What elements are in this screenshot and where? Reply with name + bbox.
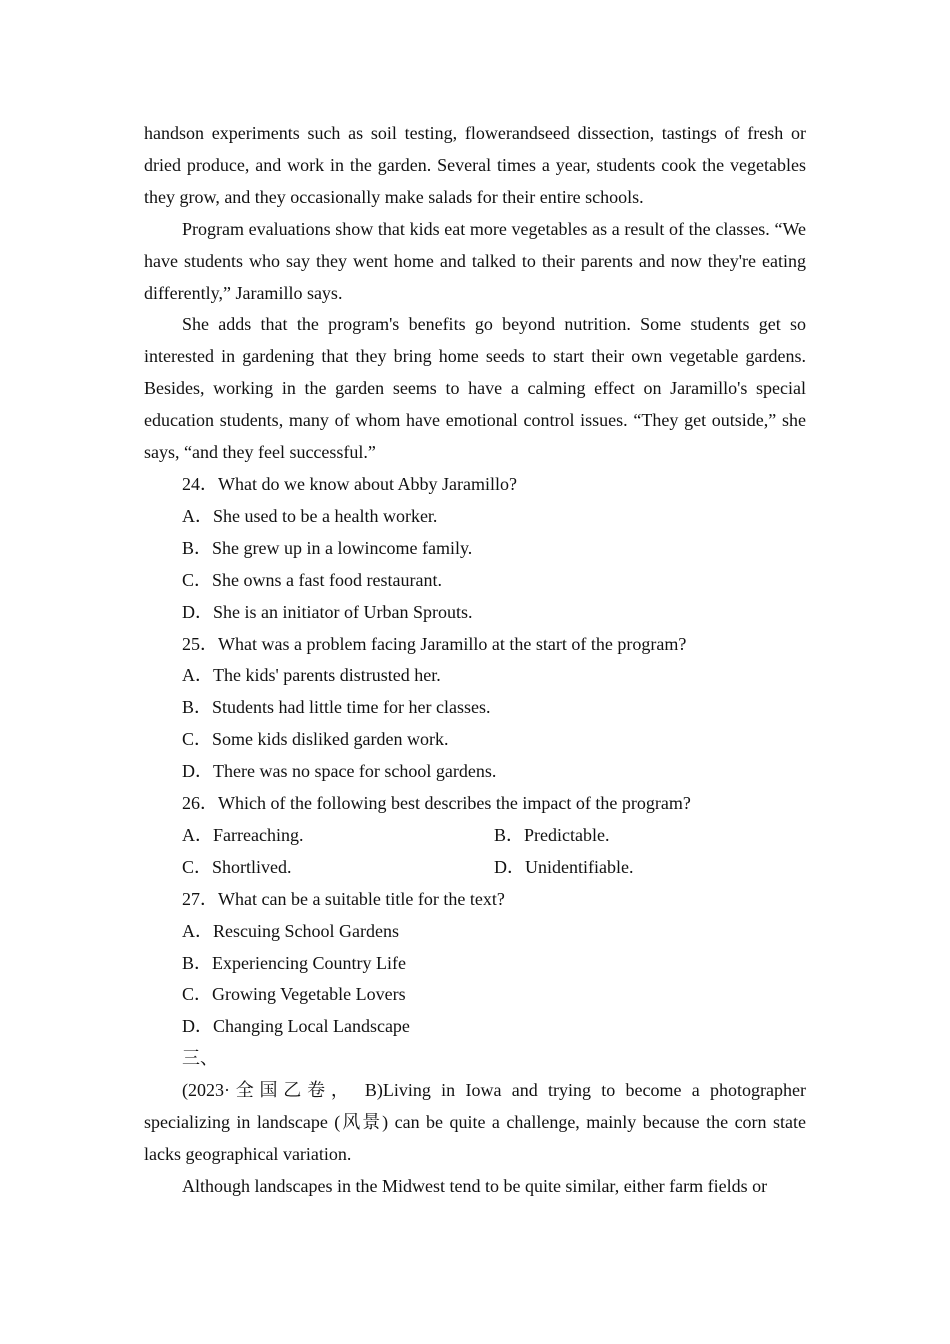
passage-b-text: B)Living in Iowa and trying to become a photographer specializing in landscape (风景) can be quite a challenge, mainly because the corn state lacks geographical variation. [144, 1080, 806, 1164]
question-26-option-d: D．Unidentifiable. [494, 856, 634, 877]
question-25-stem: 25．What was a problem facing Jaramillo at the start of the program? [182, 633, 687, 654]
question-27-option-d: D．Changing Local Landscape [182, 1016, 410, 1037]
question-27-option-b: B．Experiencing Country Life [182, 952, 406, 973]
question-24-option-c: C．She owns a fast food restaurant. [182, 569, 442, 590]
section-heading: 三、 [182, 1048, 218, 1069]
question-26-options-row-1 [144, 820, 806, 852]
passage-paragraph: She adds that the program's benefits go beyond nutrition. Some students get so interested in gardening that they bring home seeds to start their own vegetable gardens. Besides, working in the garden seems to have a calming effect on Jaramillo's special education students, many of whom have emotional control issues. “They get outside,” she says, “and they feel successful.” [144, 314, 806, 463]
question-26-options-row-2 [144, 852, 806, 884]
question-27-option-c: C．Growing Vegetable Lovers [182, 984, 406, 1005]
passage-b-paragraph: Although landscapes in the Midwest tend to be quite similar, either farm fields or [182, 1175, 768, 1196]
passage-paragraph: handson experiments such as soil testing, flowerandseed dissection, tastings of fresh or dried produce, and work in the garden. Several times a year, students cook the vegetables they grow, and they occasionally make salads for their entire schools. [144, 123, 806, 207]
question-24-option-a: A．She used to be a health worker. [182, 505, 438, 526]
question-26-option-b: B．Predictable. [494, 824, 610, 845]
passage-paragraph: Program evaluations show that kids eat more vegetables as a result of the classes. “We have students who say they went home and talked to their parents and now they're eating differently,” Jaramillo says. [144, 218, 806, 303]
question-26-option-a: A．Farreaching. [182, 824, 304, 845]
question-24-option-b: B．She grew up in a lowincome family. [182, 537, 473, 558]
passage-b-paragraph [144, 1075, 806, 1171]
question-25-option-c: C．Some kids disliked garden work. [182, 729, 449, 750]
document-page [144, 118, 806, 1203]
question-24-option-d: D．She is an initiator of Urban Sprouts. [182, 601, 473, 622]
question-26-option-c: C．Shortlived. [182, 856, 292, 877]
question-27-stem: 27．What can be a suitable title for the text? [182, 888, 505, 909]
passage-source: (2023·全国乙卷， [182, 1080, 355, 1101]
question-24-stem: 24．What do we know about Abby Jaramillo? [182, 473, 517, 494]
question-25-option-a: A．The kids' parents distrusted her. [182, 665, 441, 686]
question-27-option-a: A．Rescuing School Gardens [182, 920, 399, 941]
question-26-stem: 26．Which of the following best describes the impact of the program? [182, 793, 691, 814]
question-25-option-b: B．Students had little time for her classes. [182, 697, 491, 718]
question-25-option-d: D．There was no space for school gardens. [182, 761, 497, 782]
